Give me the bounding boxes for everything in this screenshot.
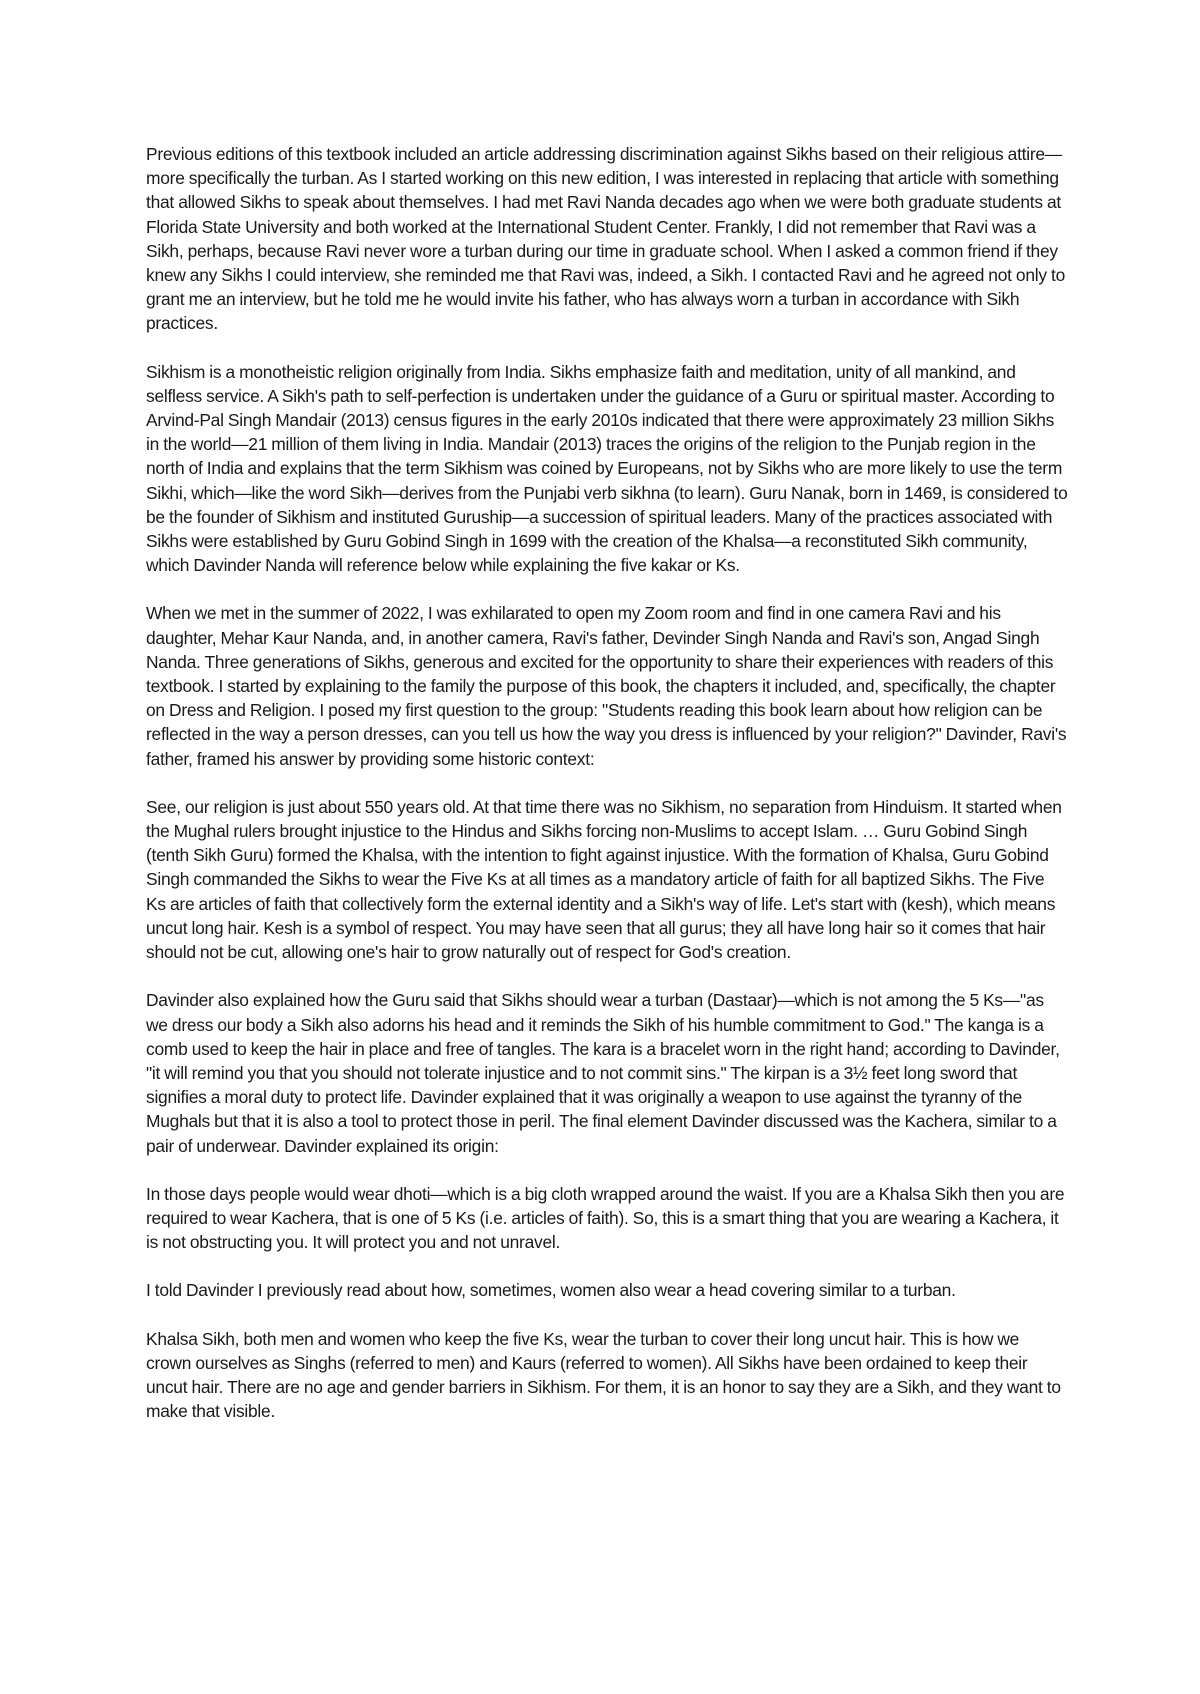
paragraph-turban-and-five-ks: Davinder also explained how the Guru said that Sikhs should wear a turban (Dastaar)—which is not among the 5 Ks—"as we dress our body a Sikh also adorns his head and it reminds the Sikh of his humble commitment to God." The kanga is a comb used to keep the hair in place and free of tangles. The kara is a bracelet worn in the right hand; according to Davinder, "it will remind you that you should not tolerate injustice and to not commit sins." The kirpan is a 3½ feet long sword that signifies a moral duty to protect life. Davinder explained that it was originally a weapon to use against the tyranny of the Mughals but that it is also a tool to protect those in peril. The final element Davinder discussed was the Kachera, similar to a pair of underwear. Davinder explained its origin: <box>146 990 1060 1156</box>
paragraph-sikhism-background: Sikhism is a monotheistic religion originally from India. Sikhs emphasize faith and meditation, unity of all mankind, and selfless service. A Sikh's path to self-perfection is undertaken under the guidance of a Guru or spiritual master. According to Arvind-Pal Singh Mandair (2013) census figures in the early 2010s indicated that there were approximately 23 million Sikhs in the world—21 million of them living in India. Mandair (2013) traces the origins of the religion to the Punjab region in the north of India and explains that the term Sikhism was coined by Europeans, not by Sikhs who are more likely to use the term Sikhi, which—like the word Sikh—derives from the Punjabi verb sikhna (to learn). Guru Nanak, born in 1469, is considered to be the founder of Sikhism and instituted Guruship—a succession of spiritual leaders. Many of the practices associated with Sikhs were established by Guru Gobind Singh in 1699 with the creation of the Khalsa—a reconstituted Sikh community, which Davinder Nanda will reference below while explaining the five kakar or Ks. <box>146 361 1068 576</box>
paragraph-zoom-meeting: When we met in the summer of 2022, I was exhilarated to open my Zoom room and find in one camera Ravi and his daughter, Mehar Kaur Nanda, and, in another camera, Ravi's father, Devinder Singh Nanda and Ravi's son, Angad Singh Nanda. Three generations of Sikhs, generous and excited for the opportunity to share their experiences with readers of this textbook. I started by explaining to the family the purpose of this book, the chapters it included, and, specifically, the chapter on Dress and Religion. I posed my first question to the group: "Students reading this book learn about how religion can be reflected in the way a person dresses, can you tell us how the way you dress is influenced by your religion?" Davinder, Ravi's father, framed his answer by providing some historic context: <box>146 603 1067 769</box>
paragraph-intro: Previous editions of this textbook included an article addressing discrimination against Sikhs based on their religious attire—more specifically the turban. As I started working on this new edition, I was interested in replacing that article with something that allowed Sikhs to speak about themselves. I had met Ravi Nanda decades ago when we were both graduate students at Florida State University and both worked at the International Student Center. Frankly, I did not remember that Ravi was a Sikh, perhaps, because Ravi never wore a turban during our time in graduate school. When I asked a common friend if they knew any Sikhs I could interview, she reminded me that Ravi was, indeed, a Sikh. I contacted Ravi and he agreed not only to grant me an interview, but he told me he would invite his father, who has always worn a turban in accordance with Sikh practices. <box>146 144 1066 334</box>
paragraph-kachera-quote: In those days people would wear dhoti—which is a big cloth wrapped around the waist. If you are a Khalsa Sikh then you are required to wear Kachera, that is one of 5 Ks (i.e. articles of faith). So, this is a smart thing that you are wearing a Kachera, it is not obstructing you. It will protect you and not unravel. <box>146 1183 1065 1253</box>
document-body <box>146 142 1068 1447</box>
paragraph-khalsa-turban-quote: Khalsa Sikh, both men and women who keep the five Ks, wear the turban to cover their long uncut hair. This is how we crown ourselves as Singhs (referred to men) and Kaurs (referred to women). All Sikhs have been ordained to keep their uncut hair. There are no age and gender barriers in Sikhism. For them, it is an honor to say they are a Sikh, and they want to make that visible. <box>146 1328 1061 1422</box>
paragraph-women-head-covering: I told Davinder I previously read about how, sometimes, women also wear a head covering similar to a turban. <box>146 1280 956 1301</box>
paragraph-davinder-history-quote: See, our religion is just about 550 years old. At that time there was no Sikhism, no separation from Hinduism. It started when the Mughal rulers brought injustice to the Hindus and Sikhs forcing non-Muslims to accept Islam. … Guru Gobind Singh (tenth Sikh Guru) formed the Khalsa, with the intention to fight against injustice. With the formation of Khalsa, Guru Gobind Singh commanded the Sikhs to wear the Five Ks at all times as a mandatory article of faith for all baptized Sikhs. The Five Ks are articles of faith that collectively form the external identity and a Sikh's way of life. Let's start with (kesh), which means uncut long hair. Kesh is a symbol of respect. You may have seen that all gurus; they all have long hair so it comes that hair should not be cut, allowing one's hair to grow naturally out of respect for God's creation. <box>146 796 1062 963</box>
